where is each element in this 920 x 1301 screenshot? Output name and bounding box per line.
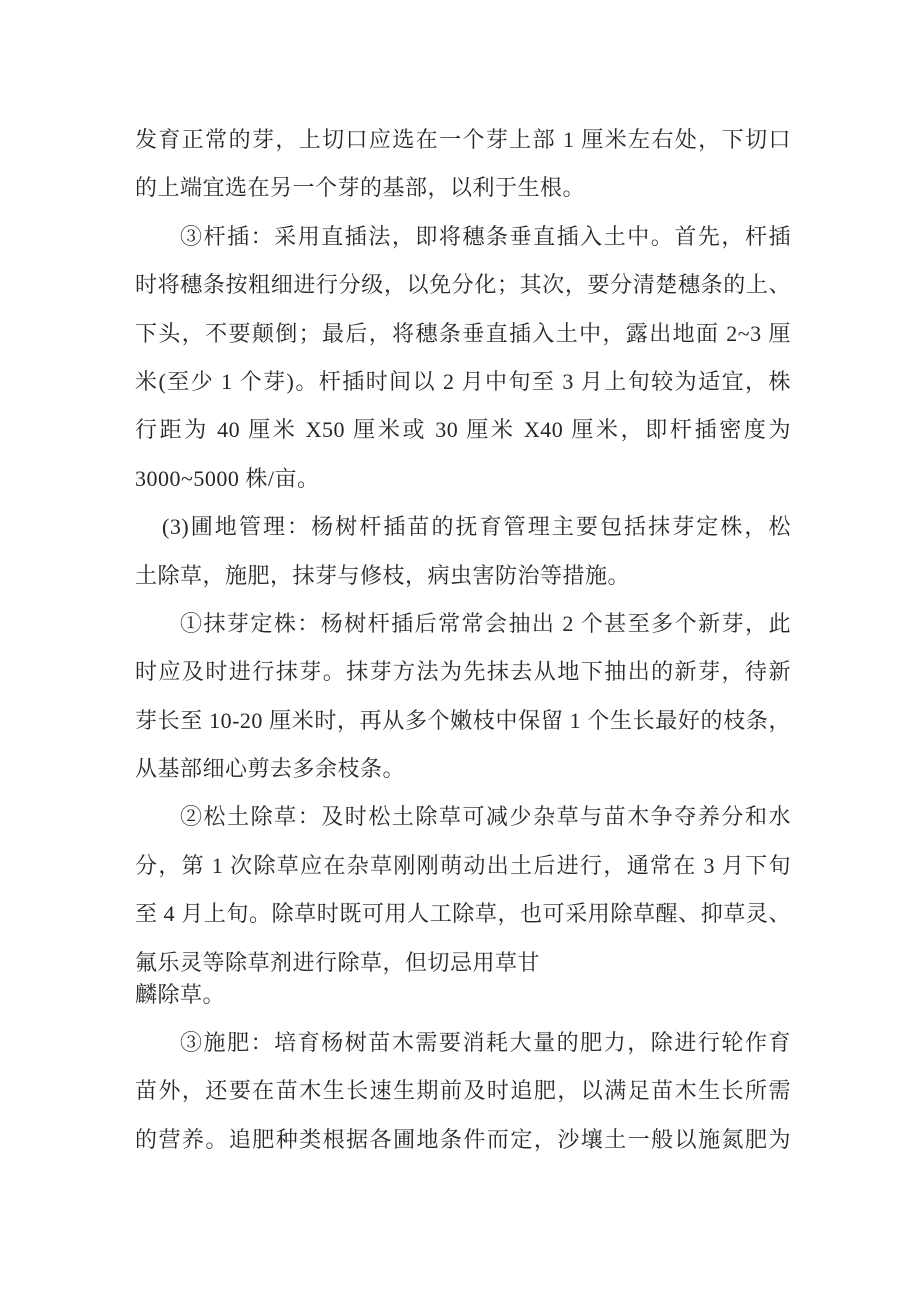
text-line: 麟除草。 [135,981,226,1007]
text-line: 行距为 40 厘米 X50 厘米或 30 厘米 X40 厘米，即杆插密度为 [135,417,791,443]
text-column [135,116,791,1164]
text-line: ②松土除草：及时松土除草可减少杂草与苗木争夺养分和水 [180,804,791,830]
text-line: ①抹芽定株：杨树杆插后常常会抽出 2 个甚至多个新芽，此 [180,610,791,636]
text-line: 的营养。追肥种类根据各圃地条件而定，沙壤土一般以施氮肥为 [135,1126,791,1152]
text-line: (3)圃地管理：杨树杆插苗的抚育管理主要包括抹芽定株，松 [162,514,791,540]
text-line: 至 4 月上旬。除草时既可用人工除草，也可采用除草醒、抑草灵、 [135,901,791,927]
text-line: 时应及时进行抹芽。抹芽方法为先抹去从地下抽出的新芽，待新 [135,659,791,685]
text-line: 从基部细心剪去多余枝条。 [135,756,406,782]
text-line: 土除草，施肥，抹芽与修枝，病虫害防治等措施。 [135,562,631,588]
text-line: 分，第 1 次除草应在杂草刚刚萌动出土后进行，通常在 3 月下旬 [135,852,791,878]
text-line: 芽长至 10-20 厘米时，再从多个嫩枝中保留 1 个生长最好的枝条， [135,707,791,733]
text-line: 的上端宜选在另一个芽的基部，以利于生根。 [135,175,586,201]
text-line: 米(至少 1 个芽)。杆插时间以 2 月中旬至 3 月上旬较为适宜，株 [135,368,791,394]
text-line: 发育正常的芽，上切口应选在一个芽上部 1 厘米左右处，下切口 [135,127,791,152]
text-line: 氟乐灵等除草剂进行除草，但切忌用草甘 [135,949,541,975]
text-line: 下头，不要颠倒；最后，将穗条垂直插入土中，露出地面 2~3 厘 [135,320,791,346]
text-line: ③施肥：培育杨树苗木需要消耗大量的肥力，除进行轮作育 [180,1030,791,1056]
text-line: ③杆插：采用直插法，即将穗条垂直插入土中。首先，杆插 [180,223,791,249]
text-line: 时将穗条按粗细进行分级，以免分化；其次，要分清楚穗条的上、 [135,272,791,298]
text-line: 苗外，还要在苗木生长速生期前及时追肥，以满足苗木生长所需 [135,1078,791,1104]
text-line: 3000~5000 株/亩。 [135,465,320,491]
